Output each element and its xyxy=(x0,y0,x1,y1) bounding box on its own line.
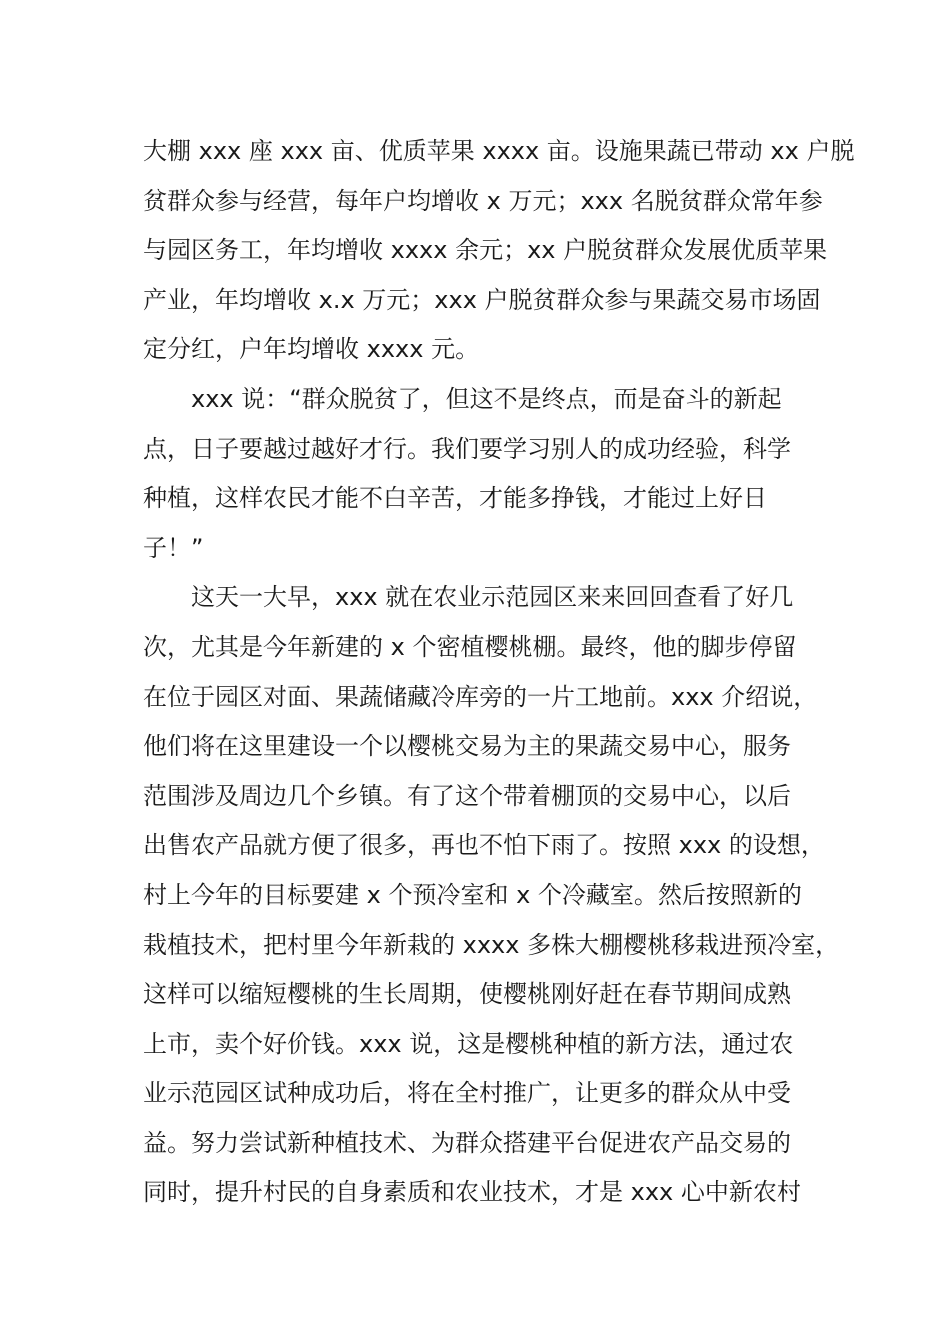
text-line: 与园区务工，年均增收 xxxx 余元；xx 户脱贫群众发展优质苹果 xyxy=(143,236,828,265)
text-line: 业示范园区试种成功后，将在全村推广，让更多的群众从中受 xyxy=(143,1079,791,1108)
paragraph-1 xyxy=(143,127,855,375)
text-line: 贫群众参与经营，每年户均增收 x 万元；xxx 名脱贫群众常年参 xyxy=(143,186,823,215)
text-line: 同时，提升村民的自身素质和农业技术，才是 xxx 心中新农村 xyxy=(143,1178,801,1207)
text-line: 这样可以缩短樱桃的生长周期，使樱桃刚好赶在春节期间成熟 xyxy=(143,980,791,1009)
text-line: 次，尤其是今年新建的 x 个密植樱桃棚。最终，他的脚步停留 xyxy=(143,632,797,661)
text-line: 栽植技术，把村里今年新栽的 xxxx 多株大棚樱桃移栽进预冷室， xyxy=(143,930,840,959)
text-line: 村上今年的目标要建 x 个预冷室和 x 个冷藏室。然后按照新的 xyxy=(143,880,802,909)
text-line: 出售农产品就方便了很多，再也不怕下雨了。按照 xxx 的设想， xyxy=(143,831,825,860)
text-line: 他们将在这里建设一个以樱桃交易为主的果蔬交易中心，服务 xyxy=(143,732,791,761)
text-line: 种植，这样农民才能不白辛苦，才能多挣钱，才能过上好日 xyxy=(143,484,767,513)
text-line: 大棚 xxx 座 xxx 亩、优质苹果 xxxx 亩。设施果蔬已带动 xx 户脱 xyxy=(143,137,855,165)
paragraph-3 xyxy=(143,573,840,1218)
text-line: 益。努力尝试新种植技术、为群众搭建平台促进农产品交易的 xyxy=(143,1128,791,1157)
text-line: 点，日子要越过越好才行。我们要学习别人的成功经验，科学 xyxy=(143,434,791,463)
text-line: 子！” xyxy=(143,533,204,562)
text-line: 定分红，户年均增收 xxxx 元。 xyxy=(143,335,480,364)
paragraph-2 xyxy=(143,375,823,573)
text-line: 产业，年均增收 x.x 万元；xxx 户脱贫群众参与果蔬交易市场固 xyxy=(143,285,821,314)
text-line: xxx 说：“群众脱贫了，但这不是终点，而是奋斗的新起 xyxy=(191,384,782,413)
text-line: 上市，卖个好价钱。xxx 说，这是樱桃种植的新方法，通过农 xyxy=(143,1029,794,1058)
text-line: 在位于园区对面、果蔬储藏冷库旁的一片工地前。xxx 介绍说， xyxy=(143,682,818,711)
text-line: 这天一大早，xxx 就在农业示范园区来来回回查看了好几 xyxy=(191,583,794,612)
document-body xyxy=(143,127,855,1218)
text-line: 范围涉及周边几个乡镇。有了这个带着棚顶的交易中心，以后 xyxy=(143,781,791,810)
